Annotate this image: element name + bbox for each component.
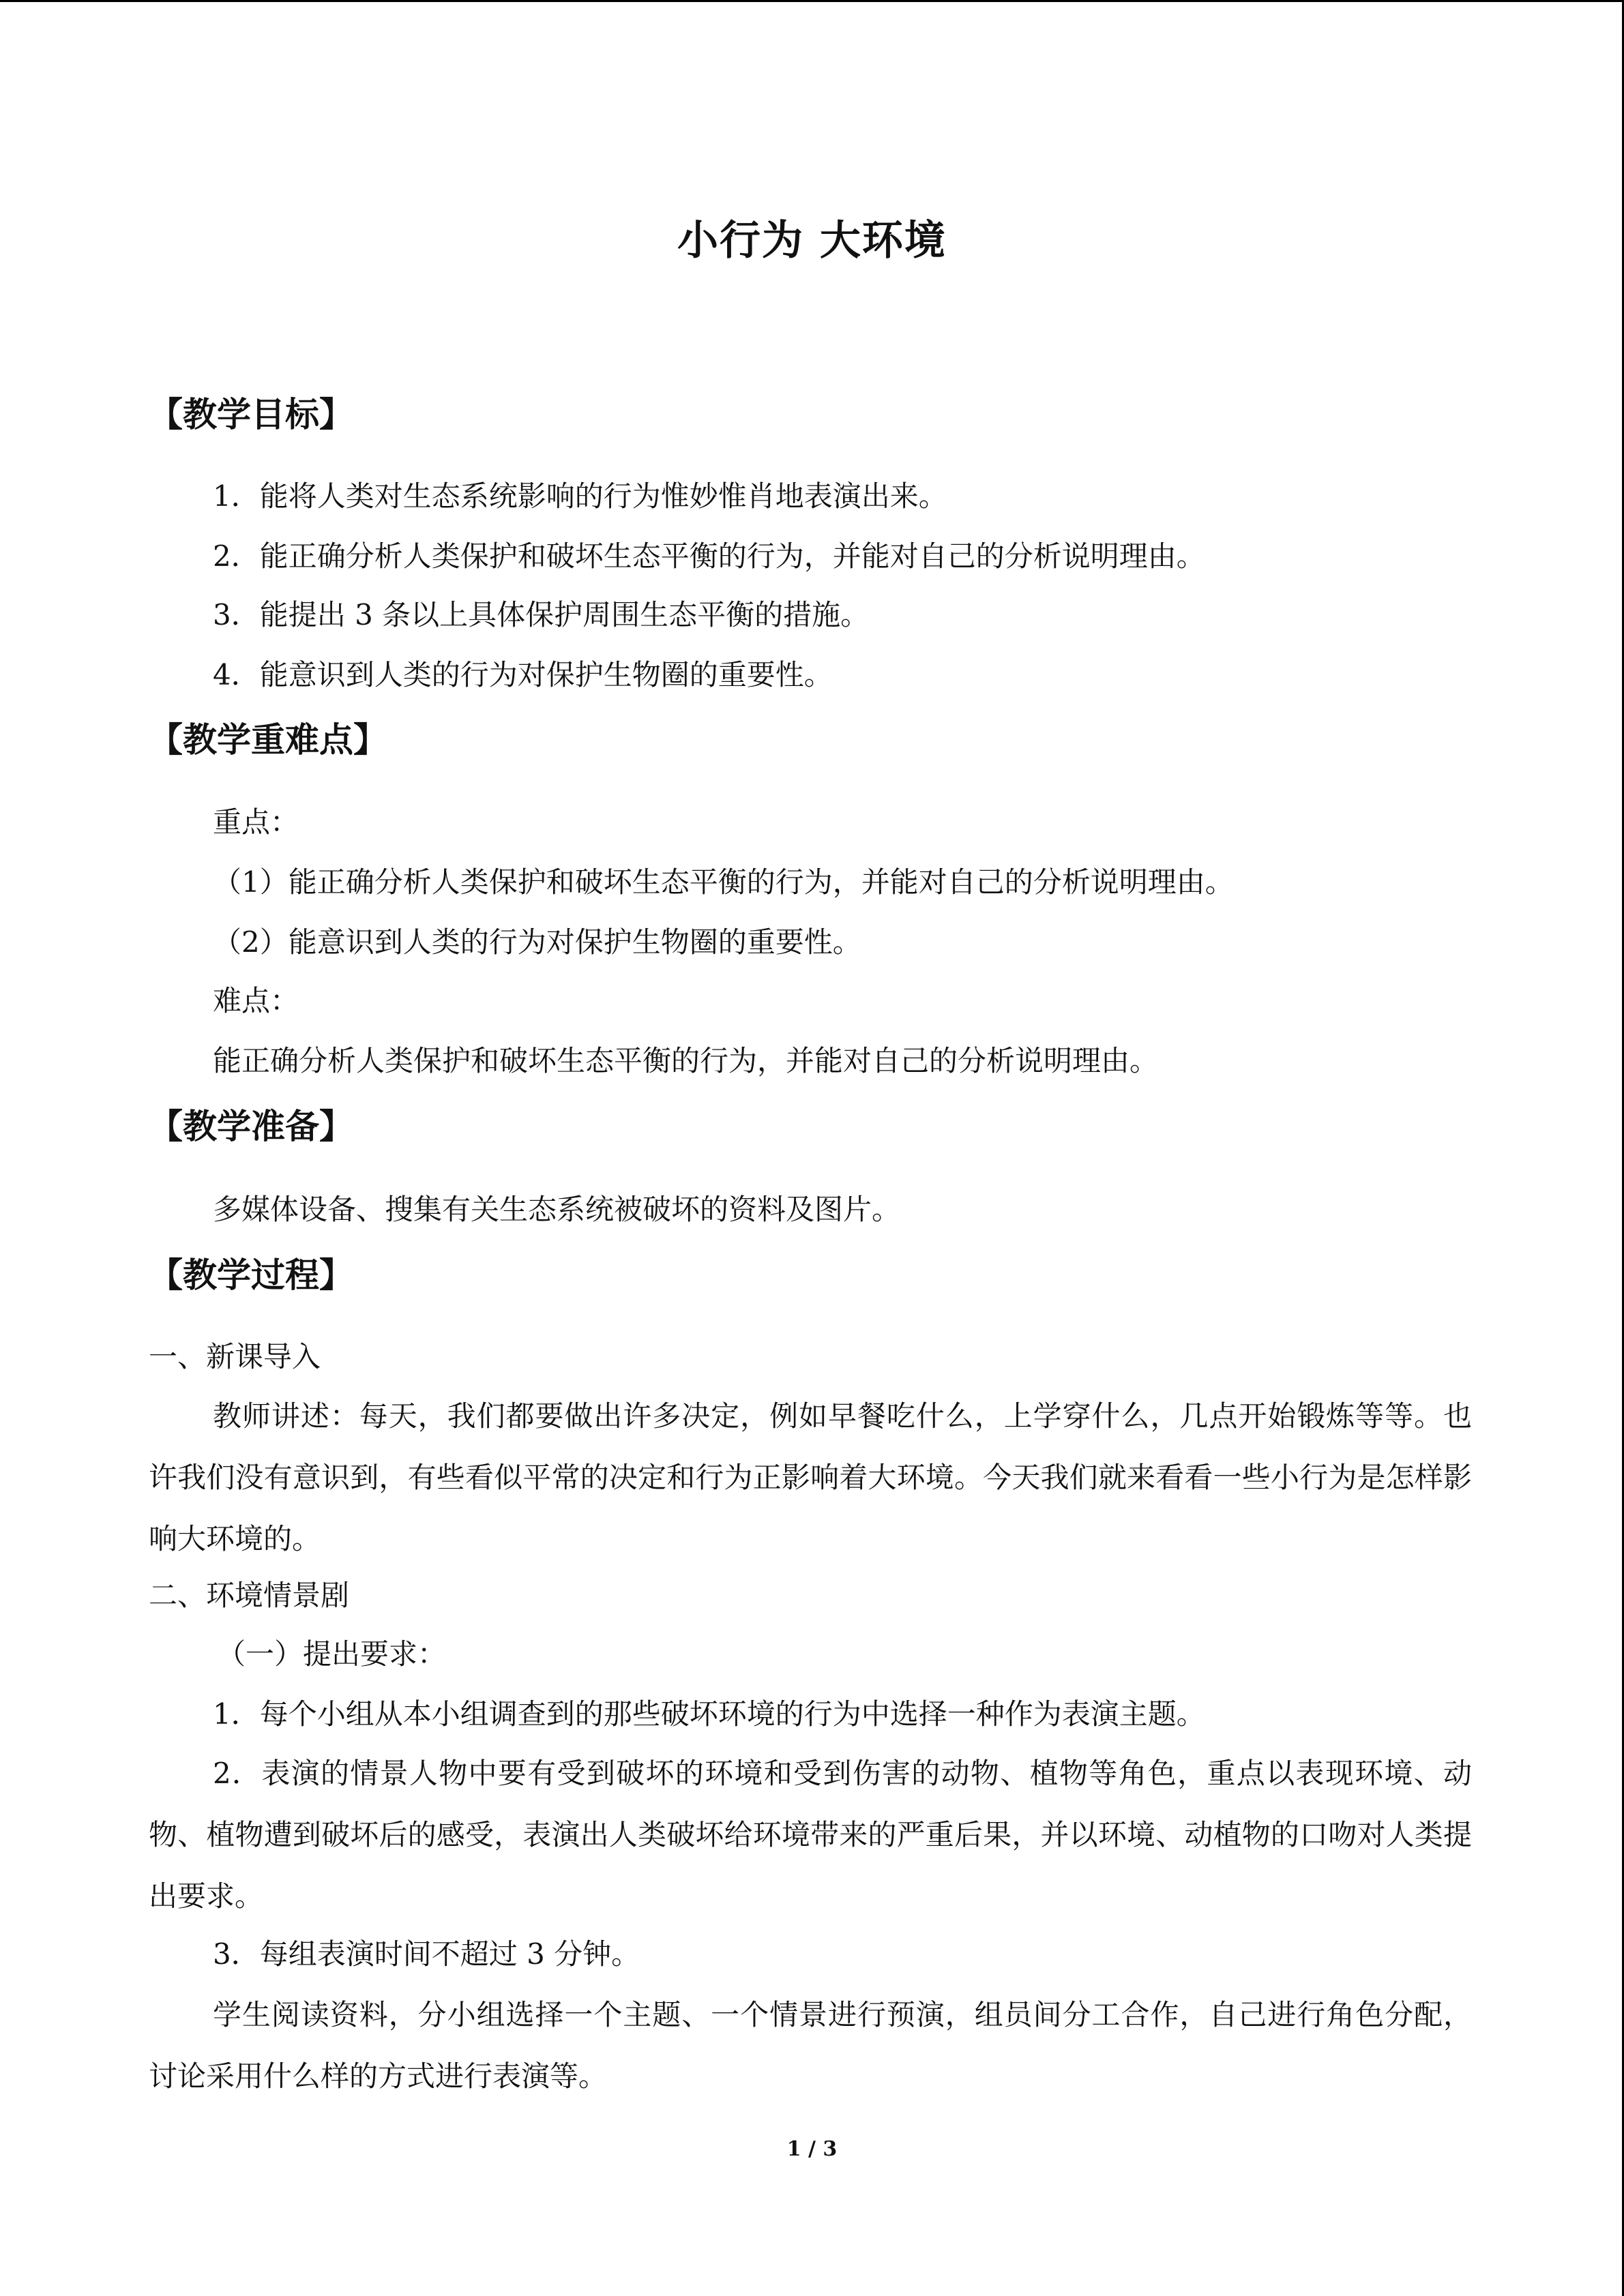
student-activity-text: 学生阅读资料，分小组选择一个主题、一个情景进行预演，组员间分工合作，自己进行角色分配，讨论采用什么样的方式进行表演等。 [149, 1998, 1472, 2093]
focus-item-2: （2）能意识到人类的行为对保护生物圈的重要性。 [213, 925, 861, 959]
goal-item-2: 2．能正确分析人类保护和破坏生态平衡的行为，并能对自己的分析说明理由。 [213, 539, 1205, 573]
part2-title: 二、环境情景剧 [149, 1579, 350, 1612]
preparation-heading: 【教学准备】 [149, 1107, 353, 1146]
sub1-title: （一）提出要求： [217, 1637, 447, 1671]
requirement-3: 3．每组表演时间不超过 3 分钟。 [213, 1937, 640, 1971]
part1-title: 一、新课导入 [149, 1340, 321, 1373]
goal-item-4: 4．能意识到人类的行为对保护生物圈的重要性。 [213, 658, 833, 691]
page-border-top [0, 0, 1624, 2]
goal-item-1: 1．能将人类对生态系统影响的行为惟妙惟肖地表演出来。 [213, 479, 947, 513]
process-heading: 【教学过程】 [149, 1255, 353, 1295]
goals-heading: 【教学目标】 [149, 395, 353, 434]
requirement-2: 2．表演的情景人物中要有受到破坏的环境和受到伤害的动物、植物等角色，重点以表现环境、动物、植物遭到破坏后的感受，表演出人类破坏给环境带来的严重后果，并以环境、动植物的口吻对人类提出要求。 [149, 1757, 1472, 1913]
page-number: 1 / 3 [786, 2137, 838, 2161]
key-points-heading: 【教学重难点】 [149, 720, 387, 760]
part1-text: 教师讲述：每天，我们都要做出许多决定，例如早餐吃什么，上学穿什么，几点开始锻炼等等。也许我们没有意识到，有些看似平常的决定和行为正影响着大环境。今天我们就来看看一些小行为是怎样影响大环境的。 [149, 1399, 1472, 1555]
difficulty-text: 能正确分析人类保护和破坏生态平衡的行为，并能对自己的分析说明理由。 [213, 1044, 1159, 1077]
difficulty-label: 难点： [213, 984, 299, 1017]
preparation-text: 多媒体设备、搜集有关生态系统被破坏的资料及图片。 [213, 1193, 901, 1226]
document-title: 小行为 大环境 [677, 217, 947, 265]
focus-label: 重点： [213, 805, 299, 839]
focus-item-1: （1）能正确分析人类保护和破坏生态平衡的行为，并能对自己的分析说明理由。 [213, 865, 1234, 899]
requirement-1: 1．每个小组从本小组调查到的那些破坏环境的行为中选择一种作为表演主题。 [213, 1697, 1205, 1731]
goal-item-3: 3．能提出 3 条以上具体保护周围生态平衡的措施。 [213, 598, 870, 631]
